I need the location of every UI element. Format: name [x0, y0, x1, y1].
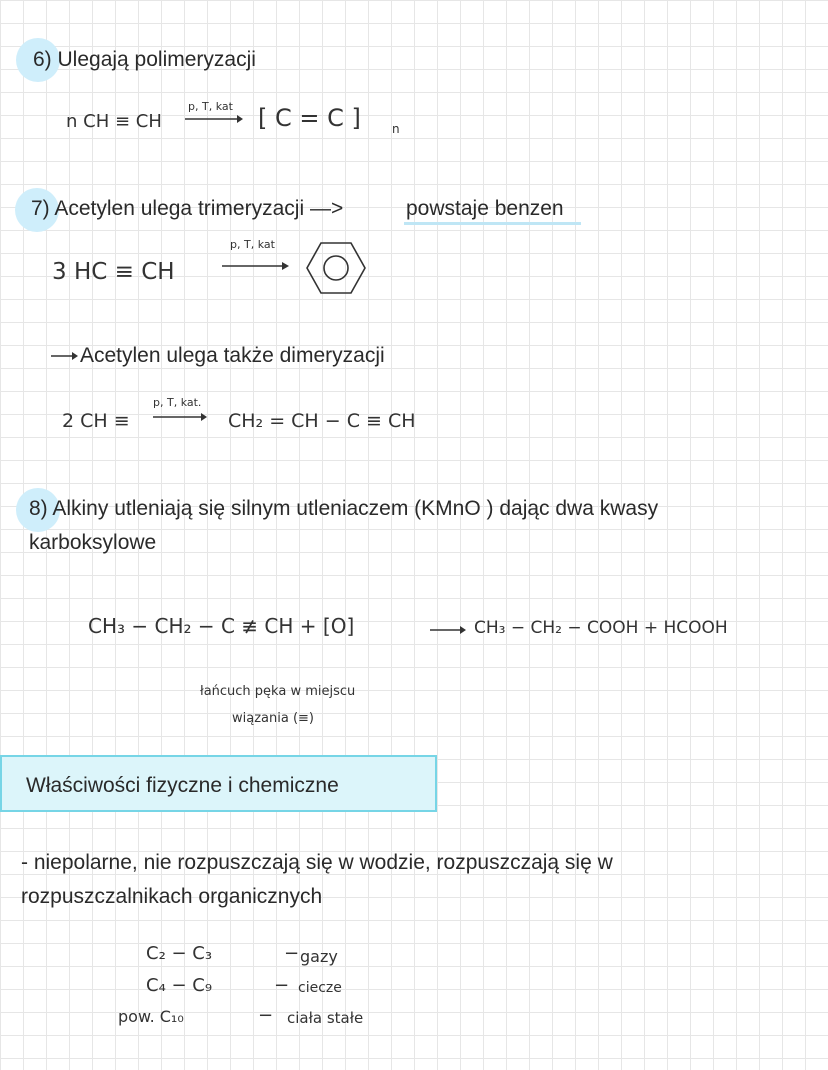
oxidation-annotation-line2: wiązania (≡)	[232, 711, 314, 726]
properties-line2: rozpuszczalnikach organicznych	[21, 885, 323, 908]
state-dash-3: −	[258, 1005, 274, 1026]
trimer-eq-left: 3 HC ≡ CH	[52, 259, 175, 285]
dimer-bullet-arrow	[50, 350, 78, 362]
state-label-2: ciecze	[298, 980, 342, 996]
polymer-eq-right: [ C = C ]	[258, 104, 361, 132]
heading-oxidation-line1: 8) Alkiny utleniają się silnym utleniaczem (KMnO ) dając dwa kwasy	[29, 497, 659, 520]
polymer-eq-left: n CH ≡ CH	[66, 111, 162, 132]
polymer-eq-conditions: p, T, kat	[188, 100, 233, 113]
state-range-1: C₂ − C₃	[146, 943, 213, 964]
state-dash-1: −	[284, 943, 300, 964]
oxidation-eq-right: CH₃ − CH₂ − COOH + HCOOH	[474, 618, 728, 638]
polymer-index-n: n	[392, 122, 400, 136]
state-range-2: C₄ − C₉	[146, 975, 213, 996]
polymer-arrow	[183, 113, 243, 125]
heading-polymerization: 6) Ulegają polimeryzacji	[33, 48, 256, 71]
trimer-eq-conditions: p, T, kat	[230, 238, 275, 251]
dimerization-note: Acetylen ulega także dimeryzacji	[80, 344, 385, 367]
oxidation-arrow	[428, 624, 468, 636]
dimer-eq-left: 2 CH ≡	[62, 410, 130, 432]
dimer-arrow	[151, 411, 209, 423]
benzene-underline	[404, 222, 581, 225]
dimer-eq-conditions: p, T, kat.	[153, 396, 202, 409]
trimer-arrow	[220, 259, 290, 273]
section-title: Właściwości fizyczne i chemiczne	[26, 774, 339, 797]
heading-benzene-result: powstaje benzen	[406, 197, 564, 220]
state-dash-2: −	[274, 975, 290, 996]
benzene-ring-icon	[305, 240, 367, 296]
heading-oxidation-line2: karboksylowe	[29, 531, 157, 554]
heading-trimerization: 7) Acetylen ulega trimeryzacji —>	[31, 197, 344, 220]
state-range-3: pow. C₁₀	[118, 1007, 184, 1026]
state-label-1: gazy	[300, 947, 338, 966]
dimer-eq-right: CH₂ = CH − C ≡ CH	[228, 410, 416, 432]
oxidation-annotation-line1: łańcuch pęka w miejscu	[200, 684, 356, 699]
properties-line1: - niepolarne, nie rozpuszczają się w wodzie, rozpuszczają się w	[21, 851, 613, 874]
oxidation-eq-left: CH₃ − CH₂ − C ≢ CH + [O]	[88, 614, 355, 638]
state-label-3: ciała stałe	[287, 1009, 364, 1027]
